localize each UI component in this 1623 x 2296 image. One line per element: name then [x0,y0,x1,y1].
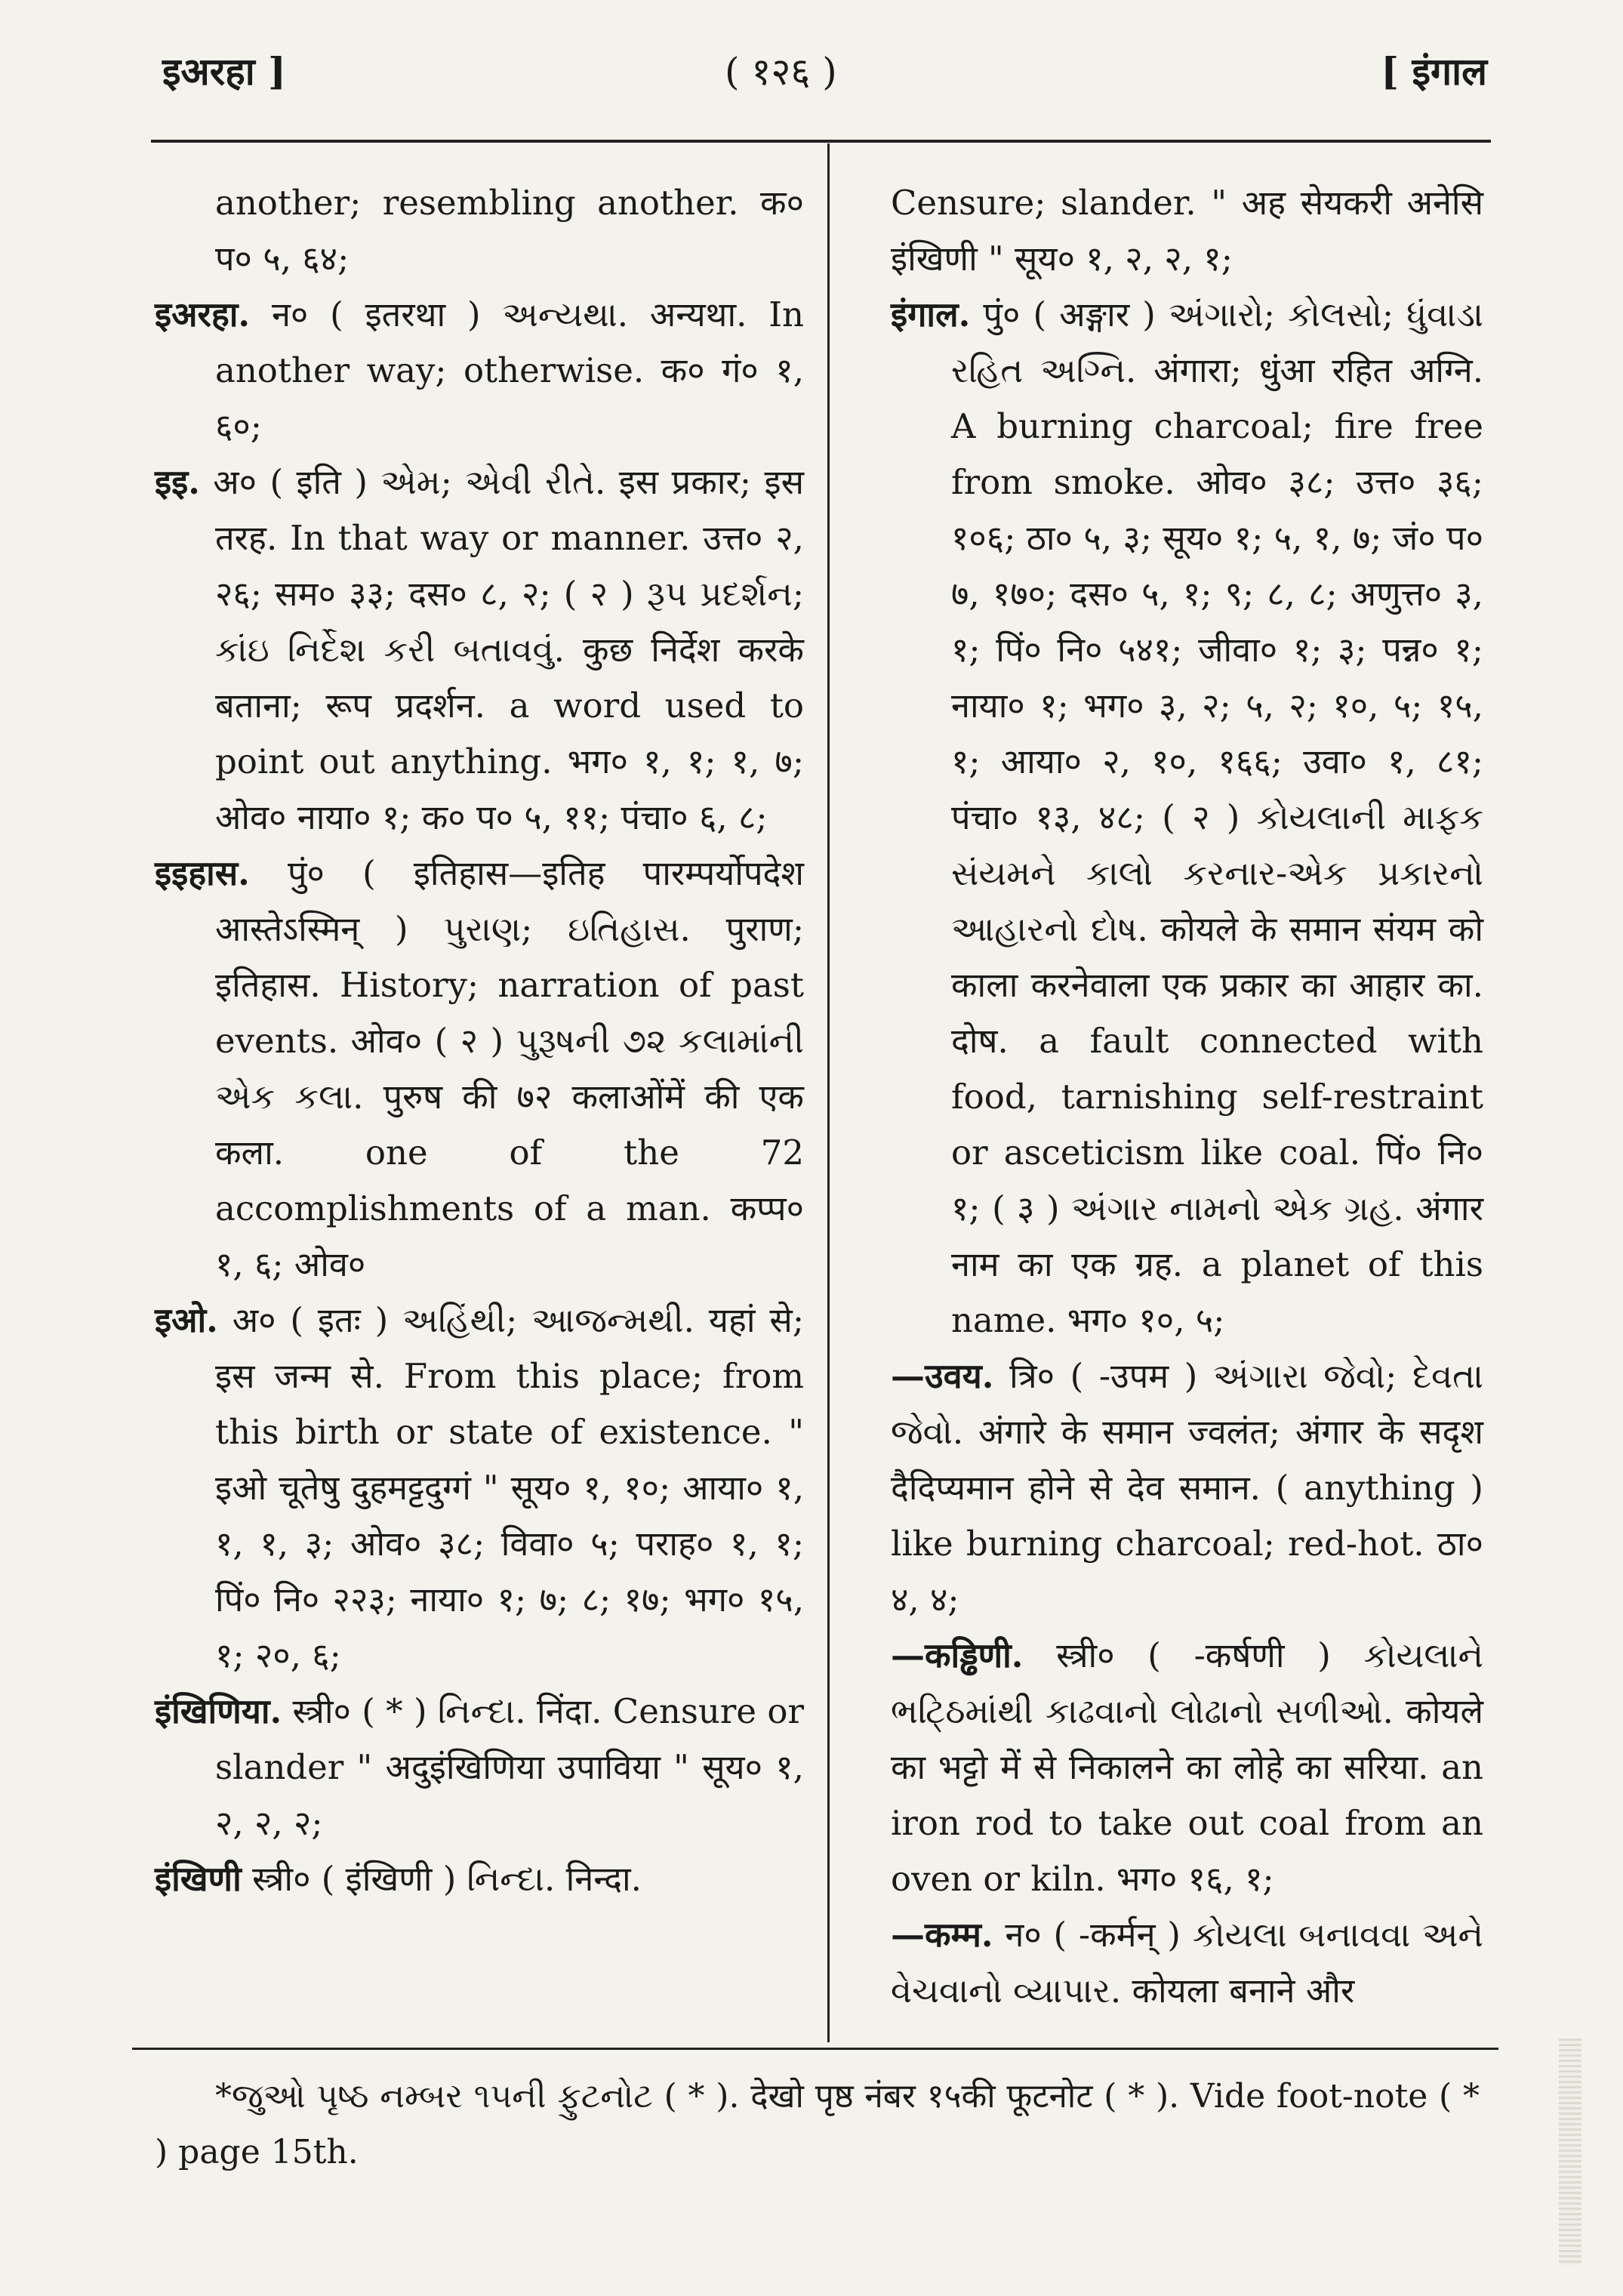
entry-body: स्त्री० ( * ) નિન્દા. निंदा. Censure or slander " अदुइंखिणिया उपाविया " सूय० १, २, २, २; [215,1691,804,1843]
entry-continuation [155,175,804,287]
header-left-guide-word: इअरहा ] [162,49,286,94]
sub-entry [891,1348,1483,1628]
dictionary-entry [155,455,804,846]
entry-headword: इंगाल. [891,294,971,334]
entry-body: त्रि० ( -उपम ) અંગારા જેવો; દેવતા જેવો. अंगारे के समान ज्वलंत; अंगार के सदृश दैदिप्यमान होने से देव समान. ( anything ) like burning charcoal; red-hot. ठा० ४, ४; [891,1356,1483,1620]
entry-headword: इओ. [155,1300,218,1340]
entry-headword: इंखिणी [155,1859,242,1899]
entry-headword: इंखिणिया. [155,1691,282,1731]
dictionary-entry [155,287,804,455]
entry-body: another; resembling another. क० प० ५, ६४; [215,183,804,279]
sub-entry-headword: —कम्म. [891,1915,993,1955]
top-rule [151,140,1491,143]
right-column [891,175,1483,2019]
header-right-guide-word: [ इंगाल [1381,49,1487,94]
entry-body: अ० ( इतः ) અહિંથી; આજન્મથી. यहां से; इस जन्म से. From this place; from this birth or state of existence. " इओ चूतेषु दुहमट्टदुग्गं " सूय० १, १०; आया० १, १, १, ३; ओव० ३८; विवा० ५; पराह० १, १; पिं० नि० २२३; नाया० १; ७; ८; १७; भग० १५, १; २०, ६; [215,1300,804,1675]
entry-headword: इइ. [155,462,200,502]
dictionary-entry [155,1684,804,1851]
entry-body: न० ( इतरथा ) અન્યથા. अन्यथा. In another way; otherwise. क० गं० १, ६०; [215,294,804,446]
entry-body: न० ( -कर्मन् ) કોયલા બનાવવા અને વેચવાનો વ્યાપાર. कोयला बनाने और [891,1915,1483,2011]
entry-headword: इअरहा. [155,294,251,334]
left-column [155,175,804,1907]
footnote-rule [132,2048,1498,2050]
column-divider [827,143,830,2042]
entry-body: Censure; slander. " अह सेयकरी अनेसि इंखिणी " सूय० १, २, २, १; [891,183,1483,279]
dictionary-entry [155,1293,804,1684]
entry-body: स्त्री० ( इंखिणी ) નિન્દા. निन्दा. [241,1859,642,1899]
sub-entry-headword: —कड्ढिणी. [891,1635,1024,1675]
sub-entry [891,1907,1483,2019]
footnote: *જુઓ પૃષ્ઠ નમ્બર ૧૫ની ફુટનોટ ( * ). देखो पृष्ठ नंबर १५की फूटनोट ( * ). Vide foot-note ( * ) page 15th. [155,2077,1480,2171]
entry-body: पुं० ( अङ्गार ) અંગારો; કોલસો; ધુંવાડા રહિત અગ્નિ. अंगारा; धुंआ रहित अग्नि. A burning charcoal; fire free from smoke. ओव० ३८; उत्त० ३६; १०६; ठा० ५, ३; सूय० १; ५, १, ७; जं० प० ७, १७०; दस० ५, १; ९; ८, ८; अणुत्त० ३, १; पिं० नि० ५४१; जीवा० १; ३; पन्न० १; नाया० १; भग० ३, २; ५, २; १०, ५; १५, १; आया० २, १०, १६६; उवा० १, ८१; पंचा० १३, ४८; ( २ ) કોયલાની માફક સંયમને કાલો કરનાર-એક પ્રકારનો આહારનો દોષ. कोयले के समान संयम को काला करनेवाला एक प्रकार का आहार का. दोष. a fault connected with food, tarnishing self-restraint or asceticism like coal. पिं० नि० १; ( ३ ) અંગાર નામનો એક ગ્રહ. अंगार नाम का एक ग्रह. a planet of this name. भग० १०, ५; [951,294,1483,1340]
entry-body: अ० ( इति ) એમ; એવી રીતે. इस प्रकार; इस तरह. In that way or manner. उत्त० २, २६; सम० ३३; दस० ८, २; ( २ ) રૂપ પ્રદર્શન; કાંઇ નિર્દેશ કરી બતાવવું. कुछ निर्देश करके बताना; रूप प्रदर्शन. a word used to point out anything. भग० १, १; १, ७; ओव० नाया० १; क० प० ५, ११; पंचा० ६, ८; [199,462,804,837]
dictionary-entry [155,846,804,1293]
entry-body: स्त्री० ( -कर्षणी ) કોયલાને ભટ્ઠિમાંથી કાઢવાનો લોઢાનો સળીઓ. कोयले का भट्टो में से निकालने का लोहे का सरिया. an iron rod to take out coal from an oven or kiln. भग० १६, १; [891,1635,1483,1899]
sub-entry [891,1628,1483,1907]
dictionary-entry [155,1851,804,1907]
page-number: ( १२६ ) [725,50,837,94]
scan-edge-texture [1559,2039,1581,2265]
dictionary-entry [891,287,1483,1348]
sub-entry-headword: —उवय. [891,1356,994,1396]
entry-continuation [891,175,1483,287]
entry-headword: इइहास. [155,853,250,893]
entry-body: पुं० ( इतिहास—इतिह पारम्पर्योपदेश आस्तेऽस्मिन् ) પુરાણ; ઇતિહાસ. पुराण; इतिहास. History; narration of past events. ओव० ( २ ) પુરૂષની ૭૨ કલામાંની એક કલા. पुरुष की ७२ कलाओंमें की एक कला. one of the 72 accomplishments of a man. कप्प० १, ६; ओव० [215,853,804,1284]
